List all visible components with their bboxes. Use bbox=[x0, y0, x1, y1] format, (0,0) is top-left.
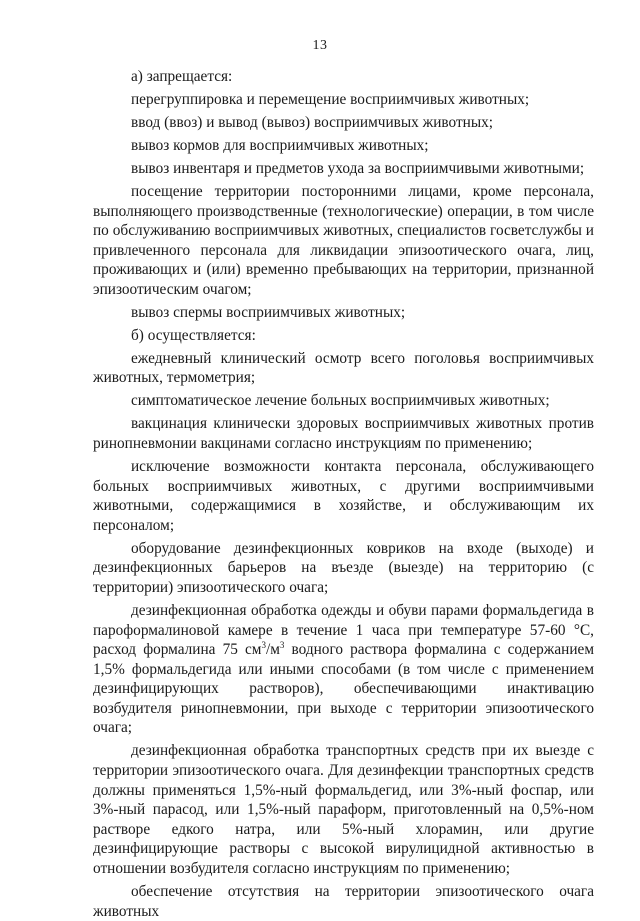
paragraph-regrouping: перегруппировка и перемещение восприимчивых животных; bbox=[131, 90, 530, 108]
paragraph-vehicle-disinfection: дезинфекционная обработка транспортных средств при их выезде с территории эпизоотического очага. Для дезинфекции транспортных средств должны применяться 1,5%-ный формальдегид, или 3%-ный фоспар, или 3%-ный парасод, или 1,5%-ный параформ, приготовленный на 0,5%-ном растворе едкого натра, или 5%-ный хлорамин, или другие дезинфицирующие растворы с высокой вирулицидной активностью в отношении возбудителя согласно инструкциям по применению; bbox=[93, 742, 594, 878]
paragraph-disinfection-mats: оборудование дезинфекционных ковриков на входе (выходе) и дезинфекционных барьеров на въезде (выезде) на территорию (с территории) эпизоотического очага; bbox=[93, 539, 594, 596]
paragraph-prohibited-heading: а) запрещается: bbox=[131, 68, 233, 85]
paragraph-absence-of-animals: обеспечение отсутствия на территории эпизоотического очага животных bbox=[93, 883, 594, 920]
clothing-text-after: водного раствора формалина с содержанием 1,5% формальдегида или иными способами (в том числе с применением дезинфицирующих растворов), обеспечивающими инактивацию возбудителя ринопневмонии, при выходе с территории эпизоотического очага; bbox=[93, 641, 595, 737]
paragraph-feed-export: вывоз кормов для восприимчивых животных; bbox=[131, 136, 429, 154]
paragraph-daily-inspection: ежедневный клинический осмотр всего поголовья восприимчивых животных, термометрия; bbox=[93, 349, 594, 387]
superscript-cm3: 3 bbox=[261, 640, 266, 651]
clothing-text-mid: /м bbox=[265, 641, 280, 659]
paragraph-clothing-disinfection bbox=[93, 601, 594, 738]
superscript-m3: 3 bbox=[279, 640, 285, 651]
paragraph-visits: посещение территории посторонними лицами, кроме персонала, выполняющего производственные (технологические) операции, в том числе по обслуживанию восприимчивых животных, специалистов госветслужбы и привлеченного персонала для ликвидации эпизоотического очага, лиц, проживающих и (или) временно пребывающих на территории, признанной эпизоотическим очагом; bbox=[93, 182, 594, 298]
page-number: 13 bbox=[312, 38, 328, 53]
paragraph-semen-export: вывоз спермы восприимчивых животных; bbox=[131, 303, 406, 321]
paragraph-performed-heading: б) осуществляется: bbox=[131, 326, 256, 344]
paragraph-vaccination: вакцинация клинически здоровых восприимчивых животных против ринопневмонии вакцинами согласно инструкциям по применению; bbox=[93, 415, 594, 452]
paragraph-inventory-export: вывоз инвентаря и предметов ухода за восприимчивыми животными; bbox=[131, 159, 585, 177]
paragraph-contact-exclusion: исключение возможности контакта персонала, обслуживающего больных восприимчивых животных, с другими восприимчивыми животными, содержащимися в хозяйстве, и обслуживающим их персоналом; bbox=[93, 457, 594, 534]
clothing-text-before: дезинфекционная обработка одежды и обуви парами формальдегида в пароформалиновой камере в течение 1 часа при температуре 57-60 °С, расход формалина 75 см bbox=[93, 601, 594, 659]
document-body bbox=[93, 67, 594, 921]
paragraph-import-export: ввод (ввоз) и вывод (вывоз) восприимчивых животных; bbox=[131, 113, 494, 131]
paragraph-symptomatic-treatment: симптоматическое лечение больных восприимчивых животных; bbox=[131, 392, 550, 410]
